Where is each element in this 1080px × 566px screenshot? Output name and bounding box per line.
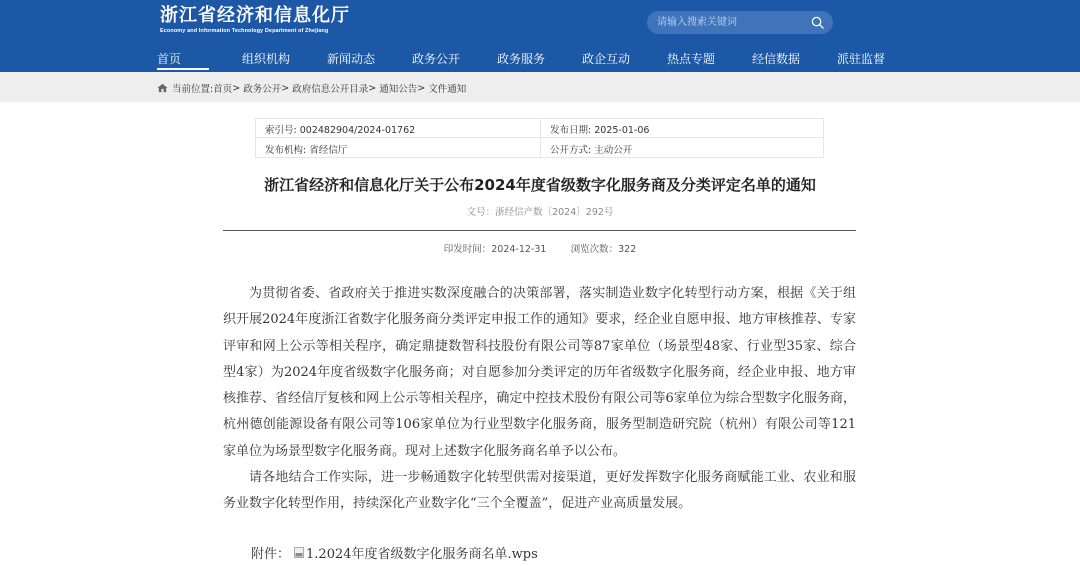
nav-item-interaction[interactable]: 政企互动 (582, 52, 631, 66)
nav-item-data[interactable]: 经信数据 (752, 52, 801, 66)
search-input[interactable] (657, 11, 807, 34)
body-paragraph: 请各地结合工作实际，进一步畅通数字化转型供需对接渠道，更好发挥数字化服务商赋能工业、农业和服务业数字化转型作用，持续深化产业数字化“三个全覆盖”，促进产业高质量发展。 (223, 470, 856, 512)
nav-item-supervision[interactable]: 派驻监督 (837, 52, 886, 66)
document-body (223, 281, 856, 518)
breadcrumb-info-directory[interactable]: 政府信息公开目录 (292, 84, 369, 95)
meta-info-table (255, 118, 824, 158)
site-header (0, 0, 1080, 72)
home-icon (157, 83, 168, 93)
breadcrumb-separator: > (417, 82, 426, 94)
print-time-value: 2024-12-31 (491, 244, 547, 255)
nav-item-home[interactable]: 首页 (157, 52, 182, 66)
logo-title-en: Economy and Information Technology Department of Zhejiang (160, 28, 329, 34)
document-info (0, 241, 1080, 255)
meta-method-value: 主动公开 (594, 145, 633, 156)
document-number: 文号：浙经信产数〔2024〕292号 (466, 207, 614, 218)
meta-index-label: 索引号: (265, 125, 297, 136)
meta-org-value: 省经信厅 (309, 145, 348, 156)
meta-org (265, 142, 347, 156)
meta-method-label: 公开方式: (550, 145, 592, 156)
logo-title-cn: 浙江省经济和信息化厅 (160, 5, 350, 26)
nav-active-indicator (157, 68, 209, 70)
meta-date (550, 122, 649, 136)
title-divider (223, 230, 856, 231)
print-time-label: 印发时间： (443, 244, 492, 255)
nav-item-organization[interactable]: 组织机构 (242, 52, 291, 66)
body-paragraph: 为贯彻省委、省政府关于推进实数深度融合的决策部署，落实制造业数字化转型行动方案，根据《关于组织开展2024年度浙江省数字化服务商分类评定申报工作的通知》要求，经企业自愿申报、地方审核推荐、专家评审和网上公示等相关程序，确定鼎捷数智科技股份有限公司等87家单位（场景型48家、行业型35家、综合型4家）为2024年度省级数字化服务商；对自愿参加分类评定的历年省级数字化服务商，经企业申报、地方审核推荐、省经信厅复核和网上公示等相关程序，确定中控技术股份有限公司等6家单位为综合型数字化服务商，杭州德创能源设备有限公司等106家单位为行业型数字化服务商，服务型制造研究院（杭州）有限公司等121家单位为场景型数字化服务商。现对上述数字化服务商名单予以公布。 (223, 286, 856, 459)
meta-index (265, 122, 415, 136)
attachment-label: 附件： (251, 547, 291, 562)
breadcrumb-file-notice[interactable]: 文件通知 (428, 84, 467, 95)
breadcrumb-separator: > (232, 82, 241, 94)
views-label: 浏览次数： (570, 244, 619, 255)
attachment-link[interactable]: 1.2024年度省级数字化服务商名单.wps (306, 547, 538, 562)
breadcrumb (157, 81, 466, 95)
breadcrumb-gov-open[interactable]: 政务公开 (243, 84, 282, 95)
file-icon (294, 547, 304, 558)
meta-date-label: 发布日期: (550, 125, 592, 136)
breadcrumb-home[interactable]: 首页 (213, 84, 233, 95)
search-box (647, 11, 833, 34)
meta-divider (540, 119, 541, 157)
breadcrumb-separator: > (281, 82, 290, 94)
search-icon[interactable] (811, 16, 824, 29)
meta-index-value: 002482904/2024-01762 (299, 125, 416, 136)
breadcrumb-bar (0, 72, 1080, 102)
nav-item-topics[interactable]: 热点专题 (667, 52, 716, 66)
document-title: 浙江省经济和信息化厅关于公布2024年度省级数字化服务商及分类评定名单的通知 (264, 176, 816, 194)
breadcrumb-notices[interactable]: 通知公告 (379, 84, 418, 95)
nav-item-news[interactable]: 新闻动态 (327, 52, 376, 66)
views-count: 322 (618, 244, 637, 255)
meta-method (550, 142, 632, 156)
attachment-row (251, 543, 538, 562)
breadcrumb-prefix: 当前位置: (172, 84, 214, 95)
meta-org-label: 发布机构: (265, 145, 307, 156)
meta-date-value: 2025-01-06 (594, 125, 650, 136)
nav-item-gov-open[interactable]: 政务公开 (412, 52, 461, 66)
breadcrumb-separator: > (368, 82, 377, 94)
nav-item-gov-service[interactable]: 政务服务 (497, 52, 546, 66)
site-logo[interactable] (160, 5, 350, 35)
